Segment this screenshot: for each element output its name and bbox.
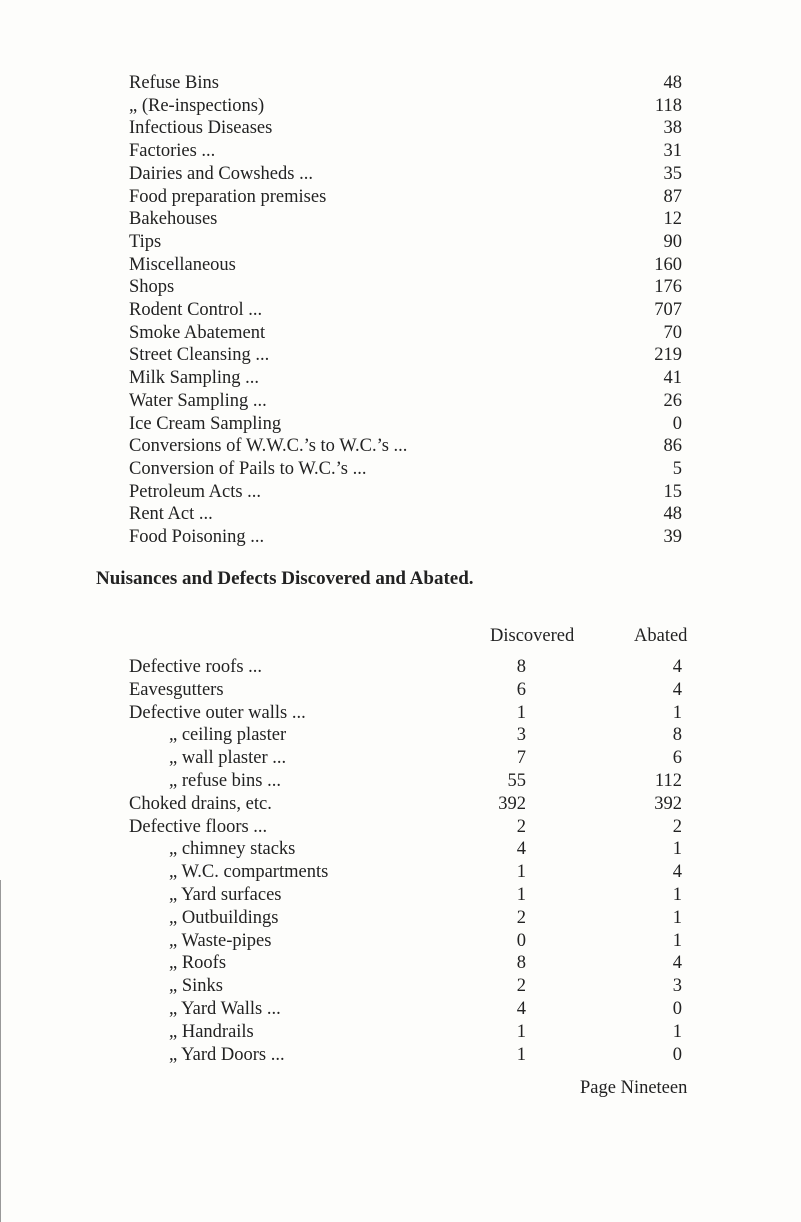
nuisance-label: „ refuse bins ... (169, 771, 281, 791)
inspection-value: 48 (663, 504, 682, 525)
nuisance-label: „ Outbuildings (169, 907, 279, 928)
discovered-value: 0 (516, 930, 526, 951)
abated-value: 1 (672, 702, 682, 723)
abated-value: 4 (672, 657, 682, 677)
abated-value: 4 (672, 953, 682, 974)
inspection-label: Dairies and Cowsheds ... (129, 163, 313, 184)
inspection-label: Infectious Diseases (129, 118, 273, 139)
inspection-value: 707 (654, 300, 682, 320)
discovered-value: 1 (516, 885, 526, 905)
nuisance-label: „ Sinks (169, 976, 223, 997)
discovered-value: 1 (516, 1044, 526, 1065)
inspection-value: 31 (663, 141, 682, 162)
inspection-value: 86 (663, 436, 682, 457)
inspection-label: Smoke Abatement (129, 322, 266, 343)
inspection-value: 87 (663, 186, 682, 207)
inspection-label: Bakehouses (129, 209, 218, 230)
abated-value: 1 (672, 907, 682, 928)
inspection-label: Shops (129, 277, 175, 298)
inspection-value: 70 (663, 322, 682, 343)
nuisance-label: Defective outer walls ... (129, 702, 306, 723)
abated-value: 112 (654, 771, 682, 791)
nuisance-label: „ ceiling plaster (169, 725, 287, 746)
inspection-label: Rodent Control ... (129, 300, 263, 320)
inspection-label: Conversions of W.W.C.’s to W.C.’s ... (129, 436, 408, 457)
discovered-value: 8 (516, 953, 526, 974)
inspection-value: 41 (663, 368, 682, 389)
discovered-value: 4 (516, 839, 526, 860)
abated-value: 4 (672, 862, 682, 883)
nuisance-label: „ Yard surfaces (169, 885, 282, 905)
inspection-label: Street Cleansing ... (129, 345, 270, 366)
abated-value: 0 (672, 999, 682, 1019)
discovered-column-header: Discovered (490, 626, 575, 646)
inspection-value: 0 (672, 413, 682, 434)
inspection-value: 38 (663, 118, 682, 139)
inspection-label: Miscellaneous (129, 254, 236, 275)
inspection-value: 15 (663, 481, 682, 502)
inspection-label: Rent Act ... (129, 504, 213, 525)
nuisance-label: Defective roofs ... (129, 657, 263, 677)
discovered-value: 1 (516, 862, 526, 883)
discovered-value: 3 (516, 725, 526, 746)
page-footer: Page Nineteen (580, 1078, 688, 1098)
nuisance-label: „ Yard Walls ... (169, 999, 281, 1019)
nuisance-label: „ wall plaster ... (169, 748, 287, 769)
nuisance-label: „ Handrails (169, 1021, 254, 1042)
abated-value: 1 (672, 1021, 682, 1042)
nuisance-label: „ chimney stacks (169, 839, 296, 860)
inspection-label: Conversion of Pails to W.C.’s ... (129, 458, 367, 479)
inspection-value: 160 (654, 254, 682, 275)
nuisance-label: Defective floors ... (129, 816, 268, 837)
inspection-value: 176 (654, 277, 682, 298)
discovered-value: 4 (516, 999, 526, 1019)
inspection-label: „ (Re-inspections) (129, 95, 265, 116)
abated-value: 1 (672, 930, 682, 951)
abated-value: 6 (672, 748, 682, 769)
inspection-value: 26 (663, 390, 682, 411)
abated-value: 392 (654, 793, 682, 814)
nuisance-label: „ W.C. compartments (169, 862, 329, 883)
nuisance-label: „ Yard Doors ... (169, 1044, 285, 1065)
discovered-value: 1 (516, 1021, 526, 1042)
page-edge-line (0, 880, 1, 1222)
inspection-label: Water Sampling ... (129, 390, 267, 411)
abated-value: 1 (672, 839, 682, 860)
abated-value: 2 (672, 816, 682, 837)
inspection-label: Milk Sampling ... (129, 368, 260, 389)
discovered-value: 2 (516, 907, 526, 928)
nuisance-label: Eavesgutters (129, 679, 224, 700)
inspection-label: Food preparation premises (129, 186, 327, 207)
discovered-value: 2 (516, 816, 526, 837)
inspection-label: Food Poisoning ... (129, 527, 265, 547)
inspection-label: Factories ... (129, 141, 216, 162)
abated-value: 1 (672, 885, 682, 905)
abated-value: 4 (672, 679, 682, 700)
nuisance-label: „ Roofs (169, 953, 227, 974)
abated-column-header: Abated (634, 626, 688, 646)
abated-value: 0 (672, 1044, 682, 1065)
discovered-value: 55 (507, 771, 526, 791)
discovered-value: 392 (498, 793, 526, 814)
abated-value: 3 (672, 976, 682, 997)
inspection-label: Tips (129, 231, 162, 252)
inspection-value: 5 (672, 458, 682, 479)
inspection-label: Petroleum Acts ... (129, 481, 262, 502)
inspection-value: 48 (663, 73, 682, 93)
nuisance-label: „ Waste-pipes (169, 930, 272, 951)
nuisance-label: Choked drains, etc. (129, 793, 272, 814)
nuisances-heading: Nuisances and Defects Discovered and Abated. (96, 568, 474, 589)
inspection-value: 118 (654, 95, 682, 116)
abated-value: 8 (672, 725, 682, 746)
inspection-value: 39 (663, 527, 682, 547)
discovered-value: 7 (516, 748, 526, 769)
discovered-value: 2 (516, 976, 526, 997)
inspection-label: Refuse Bins (129, 73, 219, 93)
discovered-value: 1 (516, 702, 526, 723)
inspection-label: Ice Cream Sampling (129, 413, 282, 434)
inspection-value: 12 (663, 209, 682, 230)
inspection-value: 90 (663, 231, 682, 252)
inspection-value: 219 (654, 345, 682, 366)
discovered-value: 8 (516, 657, 526, 677)
discovered-value: 6 (516, 679, 526, 700)
inspection-value: 35 (663, 163, 682, 184)
